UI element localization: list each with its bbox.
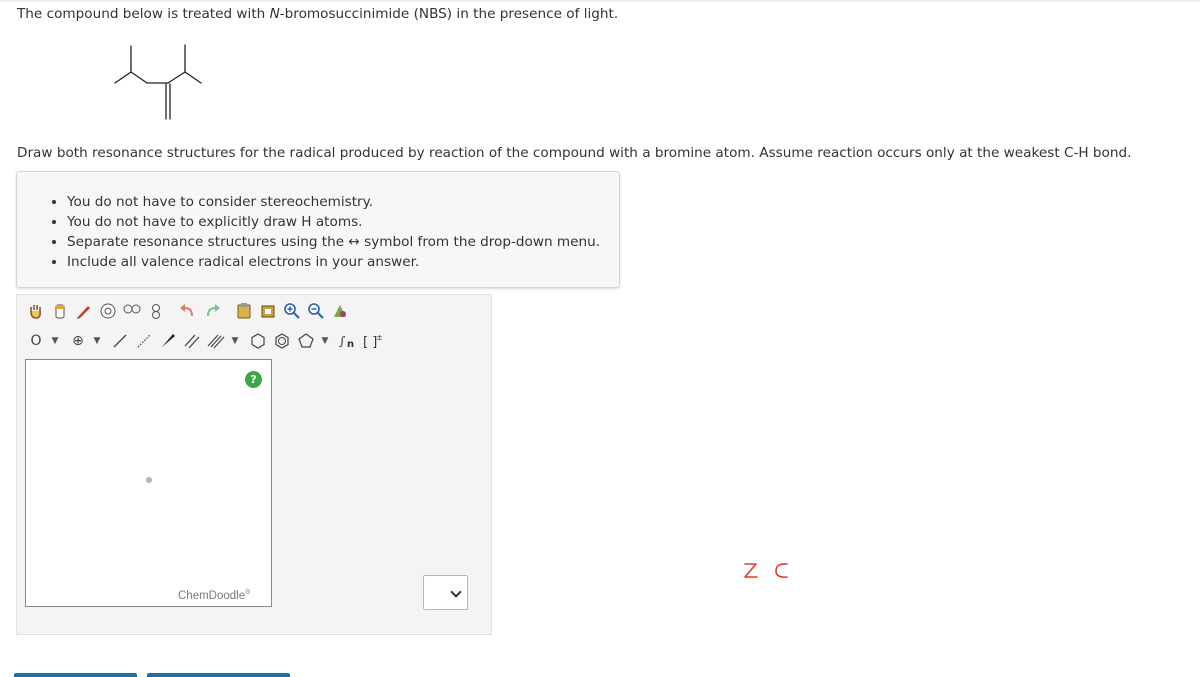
triple-bond-icon[interactable] <box>205 330 227 352</box>
hand-icon[interactable] <box>25 300 47 322</box>
eraser-icon[interactable] <box>49 300 71 322</box>
hint-list <box>17 192 600 272</box>
compound-structure <box>112 40 222 122</box>
answer-dropdown[interactable] <box>423 575 468 610</box>
pentagon-ring-icon[interactable] <box>295 330 317 352</box>
template-icon[interactable] <box>97 300 119 322</box>
hint-box <box>16 171 620 288</box>
drawing-canvas[interactable] <box>25 359 272 607</box>
dashed-bond-icon[interactable] <box>133 330 155 352</box>
svg-text:±: ± <box>376 333 383 342</box>
toolbar-row-2 <box>25 328 385 354</box>
chemdoodle-watermark: ChemDoodle® <box>178 589 251 602</box>
chevron-down-icon[interactable]: ▼ <box>51 336 59 346</box>
zoom-out-icon[interactable] <box>305 300 327 322</box>
handwritten-annotation <box>743 560 795 582</box>
svg-text:[ ]: [ ] <box>363 335 378 350</box>
action-button-2[interactable] <box>147 673 290 677</box>
redo-icon[interactable] <box>201 300 223 322</box>
bracket-charge-icon[interactable] <box>361 330 383 352</box>
chemdoodle-editor <box>16 294 492 635</box>
hint-item: • You do not have to consider stereochemistry. <box>67 192 600 212</box>
hint-item: • Separate resonance structures using the ↔ symbol from the drop-down menu. <box>67 232 600 252</box>
color-icon[interactable] <box>329 300 351 322</box>
double-bond-icon[interactable] <box>181 330 203 352</box>
zoom-in-icon[interactable] <box>281 300 303 322</box>
action-button-1[interactable] <box>14 673 137 677</box>
toolbar-row-1 <box>25 298 353 324</box>
chevron-down-icon[interactable]: ▼ <box>231 336 239 346</box>
svg-text:∫: ∫ <box>339 334 346 348</box>
hexagon-ring-icon[interactable] <box>247 330 269 352</box>
ring-lookup-icon[interactable] <box>121 300 143 322</box>
chevron-down-icon[interactable]: ▼ <box>321 336 329 346</box>
undo-icon[interactable] <box>177 300 199 322</box>
help-button[interactable]: ? <box>245 371 262 388</box>
chain-icon[interactable] <box>145 300 167 322</box>
repeat-unit-icon[interactable] <box>337 330 359 352</box>
element-selector[interactable]: O <box>30 333 42 349</box>
chevron-down-icon[interactable]: ▼ <box>93 336 101 346</box>
single-bond-icon[interactable] <box>109 330 131 352</box>
clipboard-icon[interactable] <box>233 300 255 322</box>
pencil-icon[interactable] <box>73 300 95 322</box>
svg-text:n: n <box>347 339 355 350</box>
wedge-bond-icon[interactable] <box>157 330 179 352</box>
charge-tool[interactable]: ⊕ <box>72 333 84 349</box>
benzene-ring-icon[interactable] <box>271 330 293 352</box>
chevron-down-icon <box>450 586 461 597</box>
top-divider <box>0 0 1200 2</box>
hint-item: • You do not have to explicitly draw H atoms. <box>67 212 600 232</box>
hint-item: • Include all valence radical electrons in your answer. <box>67 252 600 272</box>
clean-icon[interactable] <box>257 300 279 322</box>
question-text: The compound below is treated with N-bromosuccinimide (NBS) in the presence of light. <box>17 6 619 22</box>
prompt-text: Draw both resonance structures for the radical produced by reaction of the compound with a bromine atom. Assume reaction occurs only at the weakest C-H bond. <box>17 145 1132 161</box>
cursor-dot <box>146 477 152 483</box>
